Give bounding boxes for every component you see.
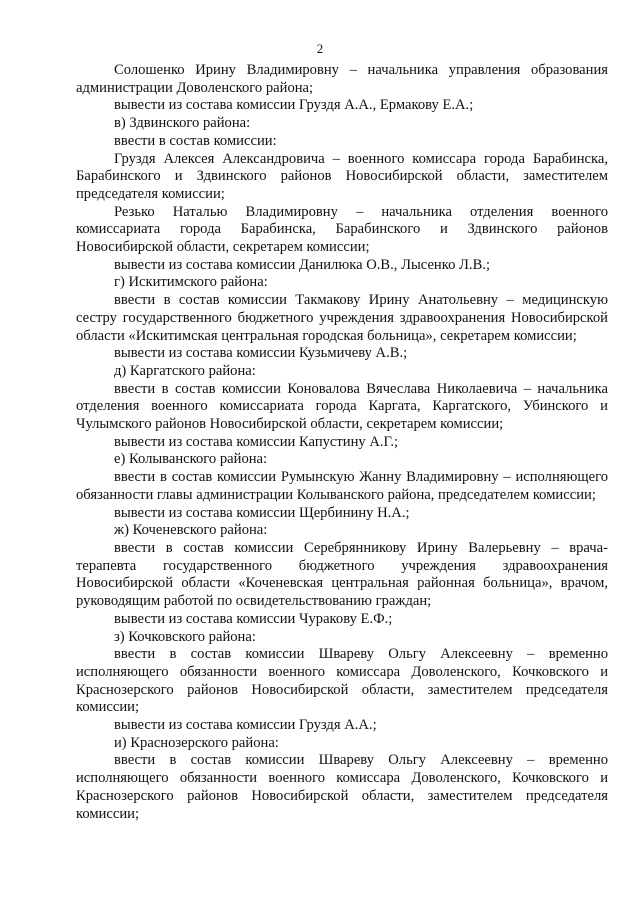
paragraph: вывести из состава комиссии Данилюка О.В., Лысенко Л.В.; — [114, 256, 491, 273]
paragraph: Резько Наталью Владимировну – начальника отделения военного комиссариата города Барабинска, Барабинского и Здвинского районов Новосибирской области, секретарем комиссии; — [76, 203, 608, 256]
paragraph: вывести из состава комиссии Щербинину Н.А.; — [114, 504, 410, 521]
document-body — [76, 62, 608, 823]
paragraph: вывести из состава комиссии Кузьмичеву А.В.; — [114, 345, 408, 362]
paragraph: вывести из состава комиссии Груздя А.А., Ермакову Е.А.; — [114, 97, 474, 114]
paragraph: ввести в состав комиссии Румынскую Жанну Владимировну – исполняющего обязанности главы администрации Колыванского района, председателем комиссии; — [76, 469, 608, 503]
paragraph: ввести в состав комиссии Такмакову Ирину Анатольевну – медицинскую сестру государственного бюджетного учреждения здравоохранения Новосибирской области «Искитимская центральная городская больница», секретарем комиссии; — [76, 292, 608, 344]
paragraph: ж) Коченевского района: — [114, 522, 268, 539]
paragraph: и) Краснозерского района: — [114, 734, 279, 751]
paragraph: вывести из состава комиссии Чуракову Е.Ф.; — [114, 610, 393, 627]
page-number: 2 — [316, 41, 324, 56]
paragraph: ввести в состав комиссии Серебрянникову Ирину Валерьевну – врача-терапевта государственного бюджетного учреждения здравоохранения Новосибирской области «Коченевская центральная районная больница», врачом, руководящим работой по освидетельствованию граждан; — [76, 539, 608, 610]
paragraph: з) Кочковского района: — [114, 628, 256, 645]
paragraph: в) Здвинского района: — [114, 115, 251, 132]
paragraph: Солошенко Ирину Владимировну – начальника управления образования администрации Доволенского района; — [76, 62, 608, 96]
paragraph: ввести в состав комиссии Коновалова Вячеслава Николаевича – начальника отделения военного комиссариата города Каргата, Каргатского, Убинского и Чулымского районов Новосибирской области, секретарем комиссии; — [76, 380, 608, 433]
paragraph: ввести в состав комиссии Швареву Ольгу Алексеевну – временно исполняющего обязанности военного комиссара Доволенского, Кочковского и Краснозерского районов Новосибирской области, заместителем председателя комиссии; — [76, 752, 608, 822]
paragraph: д) Каргатского района: — [114, 362, 256, 379]
paragraph: г) Искитимского района: — [114, 274, 268, 291]
paragraph: вывести из состава комиссии Капустину А.Г.; — [114, 433, 399, 450]
paragraph: е) Колыванского района: — [114, 451, 268, 468]
paragraph: Груздя Алексея Александровича – военного комиссара города Барабинска, Барабинского и Здвинского районов Новосибирской области, заместителем председателя комиссии; — [76, 150, 608, 202]
paragraph: вывести из состава комиссии Груздя А.А.; — [114, 717, 377, 734]
paragraph: ввести в состав комиссии: — [114, 132, 277, 149]
paragraph: ввести в состав комиссии Швареву Ольгу Алексеевну – временно исполняющего обязанности военного комиссара Доволенского, Кочковского и Краснозерского районов Новосибирской области, заместителем председателя комиссии; — [76, 646, 608, 716]
